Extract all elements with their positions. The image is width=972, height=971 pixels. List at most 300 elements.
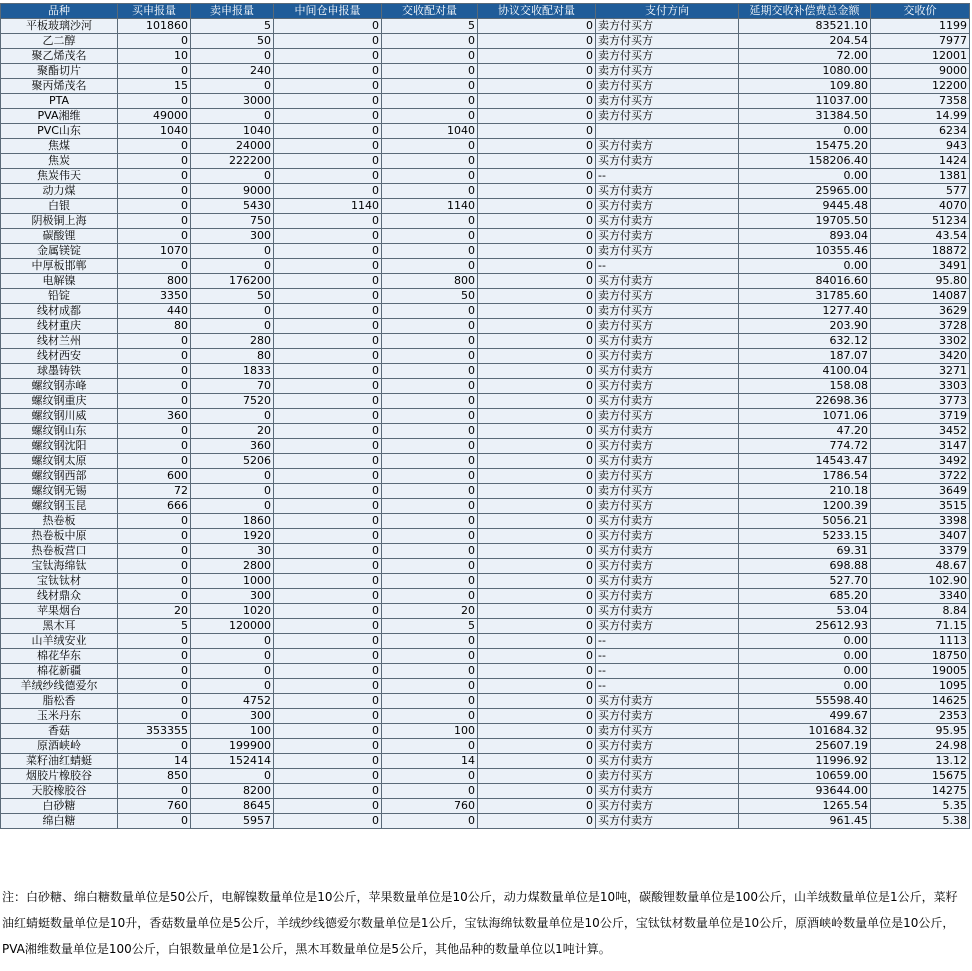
cell-warehouse-qty: 0 xyxy=(274,259,382,274)
cell-agreement-qty: 0 xyxy=(478,394,596,409)
cell-compensation: 72.00 xyxy=(739,49,871,64)
cell-agreement-qty: 0 xyxy=(478,364,596,379)
cell-pay-direction: 买方付卖方 xyxy=(596,514,739,529)
cell-buy-qty: 0 xyxy=(118,514,191,529)
cell-compensation: 84016.60 xyxy=(739,274,871,289)
cell-settle-price: 95.95 xyxy=(871,724,970,739)
cell-buy-qty: 0 xyxy=(118,664,191,679)
cell-sell-qty: 750 xyxy=(191,214,274,229)
cell-settle-price: 3515 xyxy=(871,499,970,514)
cell-warehouse-qty: 0 xyxy=(274,529,382,544)
cell-matched-qty: 0 xyxy=(382,784,478,799)
cell-warehouse-qty: 0 xyxy=(274,19,382,34)
cell-sell-qty: 5430 xyxy=(191,199,274,214)
table-row xyxy=(1,64,970,79)
cell-variety: 金属镁锭 xyxy=(1,244,118,259)
header-compensation: 延期交收补偿费总金额 xyxy=(739,4,871,19)
table-row xyxy=(1,319,970,334)
cell-variety: 原酒峡岭 xyxy=(1,739,118,754)
cell-pay-direction: 买方付卖方 xyxy=(596,274,739,289)
cell-pay-direction: 卖方付买方 xyxy=(596,484,739,499)
table-row xyxy=(1,274,970,289)
cell-variety: 棉花新疆 xyxy=(1,664,118,679)
cell-sell-qty: 360 xyxy=(191,439,274,454)
cell-buy-qty: 20 xyxy=(118,604,191,619)
cell-variety: 宝钛钛材 xyxy=(1,574,118,589)
cell-variety: 烟胶片橡胶谷 xyxy=(1,769,118,784)
cell-matched-qty: 0 xyxy=(382,319,478,334)
cell-buy-qty: 0 xyxy=(118,334,191,349)
cell-variety: 热卷板营口 xyxy=(1,544,118,559)
cell-compensation: 14543.47 xyxy=(739,454,871,469)
cell-variety: 白砂糖 xyxy=(1,799,118,814)
header-matched-qty: 交收配对量 xyxy=(382,4,478,19)
cell-pay-direction: 买方付卖方 xyxy=(596,559,739,574)
cell-buy-qty: 353355 xyxy=(118,724,191,739)
cell-settle-price: 24.98 xyxy=(871,739,970,754)
cell-settle-price: 95.80 xyxy=(871,274,970,289)
cell-settle-price: 1113 xyxy=(871,634,970,649)
cell-sell-qty: 24000 xyxy=(191,139,274,154)
cell-compensation: 25612.93 xyxy=(739,619,871,634)
table-body xyxy=(1,19,970,829)
cell-agreement-qty: 0 xyxy=(478,214,596,229)
cell-buy-qty: 0 xyxy=(118,709,191,724)
cell-buy-qty: 760 xyxy=(118,799,191,814)
cell-variety: PVA湘维 xyxy=(1,109,118,124)
cell-compensation: 69.31 xyxy=(739,544,871,559)
cell-matched-qty: 800 xyxy=(382,274,478,289)
cell-variety: 螺纹钢重庆 xyxy=(1,394,118,409)
cell-compensation: 1200.39 xyxy=(739,499,871,514)
cell-variety: 焦煤 xyxy=(1,139,118,154)
cell-sell-qty: 5 xyxy=(191,19,274,34)
cell-settle-price: 43.54 xyxy=(871,229,970,244)
cell-agreement-qty: 0 xyxy=(478,514,596,529)
cell-agreement-qty: 0 xyxy=(478,349,596,364)
table-row xyxy=(1,244,970,259)
cell-warehouse-qty: 0 xyxy=(274,544,382,559)
cell-compensation: 10659.00 xyxy=(739,769,871,784)
cell-matched-qty: 0 xyxy=(382,64,478,79)
cell-matched-qty: 0 xyxy=(382,529,478,544)
cell-warehouse-qty: 0 xyxy=(274,34,382,49)
cell-settle-price: 51234 xyxy=(871,214,970,229)
cell-pay-direction: 买方付卖方 xyxy=(596,694,739,709)
cell-agreement-qty: 0 xyxy=(478,229,596,244)
cell-matched-qty: 0 xyxy=(382,679,478,694)
cell-pay-direction: 买方付卖方 xyxy=(596,184,739,199)
cell-sell-qty: 0 xyxy=(191,469,274,484)
table-row xyxy=(1,394,970,409)
cell-compensation: 11996.92 xyxy=(739,754,871,769)
cell-agreement-qty: 0 xyxy=(478,739,596,754)
cell-warehouse-qty: 0 xyxy=(274,289,382,304)
cell-buy-qty: 14 xyxy=(118,754,191,769)
cell-compensation: 0.00 xyxy=(739,124,871,139)
cell-matched-qty: 0 xyxy=(382,649,478,664)
cell-matched-qty: 0 xyxy=(382,544,478,559)
cell-warehouse-qty: 0 xyxy=(274,109,382,124)
cell-pay-direction: 卖方付买方 xyxy=(596,34,739,49)
cell-buy-qty: 666 xyxy=(118,499,191,514)
cell-warehouse-qty: 0 xyxy=(274,349,382,364)
cell-warehouse-qty: 0 xyxy=(274,799,382,814)
table-row xyxy=(1,514,970,529)
cell-matched-qty: 0 xyxy=(382,739,478,754)
cell-buy-qty: 1070 xyxy=(118,244,191,259)
cell-warehouse-qty: 0 xyxy=(274,394,382,409)
cell-settle-price: 3407 xyxy=(871,529,970,544)
cell-variety: 菜籽油红蜻蜓 xyxy=(1,754,118,769)
cell-buy-qty: 0 xyxy=(118,694,191,709)
cell-compensation: 47.20 xyxy=(739,424,871,439)
cell-variety: 阴极铜上海 xyxy=(1,214,118,229)
cell-pay-direction: 买方付卖方 xyxy=(596,379,739,394)
table-row xyxy=(1,349,970,364)
table-row xyxy=(1,229,970,244)
cell-compensation: 15475.20 xyxy=(739,139,871,154)
cell-warehouse-qty: 0 xyxy=(274,139,382,154)
cell-agreement-qty: 0 xyxy=(478,499,596,514)
cell-agreement-qty: 0 xyxy=(478,544,596,559)
cell-buy-qty: 0 xyxy=(118,424,191,439)
cell-sell-qty: 5206 xyxy=(191,454,274,469)
cell-warehouse-qty: 0 xyxy=(274,559,382,574)
cell-agreement-qty: 0 xyxy=(478,49,596,64)
cell-warehouse-qty: 0 xyxy=(274,244,382,259)
cell-compensation: 0.00 xyxy=(739,649,871,664)
cell-pay-direction: 买方付卖方 xyxy=(596,229,739,244)
cell-variety: 碳酸锂 xyxy=(1,229,118,244)
cell-matched-qty: 0 xyxy=(382,154,478,169)
cell-compensation: 109.80 xyxy=(739,79,871,94)
cell-buy-qty: 80 xyxy=(118,319,191,334)
cell-buy-qty: 0 xyxy=(118,559,191,574)
cell-compensation: 1071.06 xyxy=(739,409,871,424)
cell-pay-direction: 买方付卖方 xyxy=(596,799,739,814)
cell-settle-price: 5.38 xyxy=(871,814,970,829)
cell-variety: 绵白糖 xyxy=(1,814,118,829)
cell-matched-qty: 0 xyxy=(382,469,478,484)
cell-agreement-qty: 0 xyxy=(478,814,596,829)
cell-settle-price: 102.90 xyxy=(871,574,970,589)
cell-matched-qty: 0 xyxy=(382,379,478,394)
cell-warehouse-qty: 0 xyxy=(274,814,382,829)
cell-warehouse-qty: 0 xyxy=(274,304,382,319)
cell-matched-qty: 760 xyxy=(382,799,478,814)
table-row xyxy=(1,454,970,469)
table-row xyxy=(1,559,970,574)
cell-sell-qty: 0 xyxy=(191,769,274,784)
cell-pay-direction: 买方付卖方 xyxy=(596,589,739,604)
cell-matched-qty: 0 xyxy=(382,514,478,529)
cell-buy-qty: 0 xyxy=(118,739,191,754)
table-row xyxy=(1,334,970,349)
cell-sell-qty: 20 xyxy=(191,424,274,439)
cell-sell-qty: 0 xyxy=(191,634,274,649)
cell-compensation: 204.54 xyxy=(739,34,871,49)
cell-agreement-qty: 0 xyxy=(478,724,596,739)
cell-warehouse-qty: 0 xyxy=(274,184,382,199)
cell-agreement-qty: 0 xyxy=(478,799,596,814)
cell-buy-qty: 3350 xyxy=(118,289,191,304)
cell-agreement-qty: 0 xyxy=(478,124,596,139)
cell-agreement-qty: 0 xyxy=(478,484,596,499)
cell-pay-direction: 买方付卖方 xyxy=(596,529,739,544)
cell-settle-price: 7358 xyxy=(871,94,970,109)
cell-matched-qty: 0 xyxy=(382,214,478,229)
cell-compensation: 1277.40 xyxy=(739,304,871,319)
cell-buy-qty: 0 xyxy=(118,589,191,604)
cell-compensation: 22698.36 xyxy=(739,394,871,409)
cell-sell-qty: 9000 xyxy=(191,184,274,199)
cell-agreement-qty: 0 xyxy=(478,274,596,289)
table-row xyxy=(1,664,970,679)
cell-matched-qty: 0 xyxy=(382,169,478,184)
cell-settle-price: 3379 xyxy=(871,544,970,559)
cell-compensation: 499.67 xyxy=(739,709,871,724)
cell-agreement-qty: 0 xyxy=(478,529,596,544)
cell-settle-price: 3452 xyxy=(871,424,970,439)
cell-warehouse-qty: 0 xyxy=(274,64,382,79)
cell-buy-qty: 0 xyxy=(118,364,191,379)
cell-sell-qty: 3000 xyxy=(191,94,274,109)
cell-matched-qty: 5 xyxy=(382,19,478,34)
cell-agreement-qty: 0 xyxy=(478,94,596,109)
table-row xyxy=(1,484,970,499)
cell-compensation: 9445.48 xyxy=(739,199,871,214)
cell-settle-price: 7977 xyxy=(871,34,970,49)
cell-warehouse-qty: 0 xyxy=(274,229,382,244)
cell-sell-qty: 2800 xyxy=(191,559,274,574)
cell-agreement-qty: 0 xyxy=(478,559,596,574)
cell-sell-qty: 0 xyxy=(191,109,274,124)
cell-warehouse-qty: 0 xyxy=(274,784,382,799)
cell-sell-qty: 0 xyxy=(191,304,274,319)
cell-settle-price: 14087 xyxy=(871,289,970,304)
table-row xyxy=(1,694,970,709)
cell-pay-direction: 卖方付买方 xyxy=(596,94,739,109)
cell-buy-qty: 0 xyxy=(118,529,191,544)
cell-matched-qty: 0 xyxy=(382,259,478,274)
cell-settle-price: 3147 xyxy=(871,439,970,454)
cell-buy-qty: 0 xyxy=(118,574,191,589)
cell-warehouse-qty: 0 xyxy=(274,574,382,589)
cell-agreement-qty: 0 xyxy=(478,304,596,319)
cell-matched-qty: 0 xyxy=(382,769,478,784)
cell-agreement-qty: 0 xyxy=(478,574,596,589)
cell-settle-price: 12001 xyxy=(871,49,970,64)
cell-matched-qty: 1040 xyxy=(382,124,478,139)
cell-sell-qty: 0 xyxy=(191,319,274,334)
cell-agreement-qty: 0 xyxy=(478,109,596,124)
cell-variety: 线材鼎众 xyxy=(1,589,118,604)
cell-sell-qty: 0 xyxy=(191,49,274,64)
cell-buy-qty: 800 xyxy=(118,274,191,289)
cell-agreement-qty: 0 xyxy=(478,634,596,649)
cell-pay-direction: 卖方付买方 xyxy=(596,724,739,739)
cell-pay-direction: 买方付卖方 xyxy=(596,709,739,724)
cell-agreement-qty: 0 xyxy=(478,184,596,199)
table-row xyxy=(1,289,970,304)
cell-settle-price: 18872 xyxy=(871,244,970,259)
cell-sell-qty: 0 xyxy=(191,679,274,694)
cell-settle-price: 12200 xyxy=(871,79,970,94)
cell-variety: 脂松香 xyxy=(1,694,118,709)
cell-agreement-qty: 0 xyxy=(478,649,596,664)
cell-settle-price: 1095 xyxy=(871,679,970,694)
cell-agreement-qty: 0 xyxy=(478,199,596,214)
cell-compensation: 0.00 xyxy=(739,664,871,679)
table-row xyxy=(1,364,970,379)
table-row xyxy=(1,379,970,394)
cell-matched-qty: 0 xyxy=(382,424,478,439)
cell-agreement-qty: 0 xyxy=(478,439,596,454)
cell-sell-qty: 100 xyxy=(191,724,274,739)
cell-buy-qty: 850 xyxy=(118,769,191,784)
cell-variety: 山羊绒安业 xyxy=(1,634,118,649)
cell-warehouse-qty: 0 xyxy=(274,739,382,754)
cell-warehouse-qty: 0 xyxy=(274,49,382,64)
cell-matched-qty: 100 xyxy=(382,724,478,739)
cell-compensation: 203.90 xyxy=(739,319,871,334)
cell-warehouse-qty: 0 xyxy=(274,94,382,109)
cell-matched-qty: 0 xyxy=(382,94,478,109)
cell-settle-price: 3398 xyxy=(871,514,970,529)
cell-settle-price: 3340 xyxy=(871,589,970,604)
cell-compensation: 158.08 xyxy=(739,379,871,394)
cell-buy-qty: 101860 xyxy=(118,19,191,34)
cell-buy-qty: 49000 xyxy=(118,109,191,124)
cell-variety: 天胶橡胶谷 xyxy=(1,784,118,799)
cell-matched-qty: 1140 xyxy=(382,199,478,214)
cell-buy-qty: 360 xyxy=(118,409,191,424)
cell-matched-qty: 0 xyxy=(382,694,478,709)
table-row xyxy=(1,544,970,559)
cell-matched-qty: 0 xyxy=(382,709,478,724)
cell-matched-qty: 50 xyxy=(382,289,478,304)
cell-sell-qty: 8645 xyxy=(191,799,274,814)
cell-sell-qty: 1860 xyxy=(191,514,274,529)
cell-warehouse-qty: 0 xyxy=(274,424,382,439)
cell-sell-qty: 70 xyxy=(191,379,274,394)
cell-variety: 焦炭 xyxy=(1,154,118,169)
cell-warehouse-qty: 0 xyxy=(274,604,382,619)
cell-buy-qty: 0 xyxy=(118,649,191,664)
cell-matched-qty: 0 xyxy=(382,574,478,589)
cell-pay-direction: 买方付卖方 xyxy=(596,814,739,829)
table-row xyxy=(1,799,970,814)
table-row xyxy=(1,784,970,799)
cell-pay-direction: 卖方付买方 xyxy=(596,79,739,94)
cell-settle-price: 1199 xyxy=(871,19,970,34)
cell-agreement-qty: 0 xyxy=(478,19,596,34)
table-row xyxy=(1,49,970,64)
cell-agreement-qty: 0 xyxy=(478,694,596,709)
cell-sell-qty: 0 xyxy=(191,169,274,184)
cell-matched-qty: 0 xyxy=(382,184,478,199)
cell-agreement-qty: 0 xyxy=(478,259,596,274)
cell-agreement-qty: 0 xyxy=(478,139,596,154)
table-row xyxy=(1,259,970,274)
cell-sell-qty: 30 xyxy=(191,544,274,559)
cell-warehouse-qty: 0 xyxy=(274,619,382,634)
cell-variety: 螺纹钢沈阳 xyxy=(1,439,118,454)
cell-warehouse-qty: 0 xyxy=(274,154,382,169)
cell-agreement-qty: 0 xyxy=(478,64,596,79)
cell-settle-price: 3491 xyxy=(871,259,970,274)
cell-sell-qty: 0 xyxy=(191,664,274,679)
cell-variety: 焦炭伟天 xyxy=(1,169,118,184)
cell-sell-qty: 222200 xyxy=(191,154,274,169)
header-variety: 品种 xyxy=(1,4,118,19)
cell-agreement-qty: 0 xyxy=(478,679,596,694)
table-row xyxy=(1,19,970,34)
cell-warehouse-qty: 0 xyxy=(274,769,382,784)
cell-agreement-qty: 0 xyxy=(478,379,596,394)
table-row xyxy=(1,814,970,829)
table-row xyxy=(1,754,970,769)
cell-variety: 香菇 xyxy=(1,724,118,739)
table-row xyxy=(1,739,970,754)
cell-variety: 螺纹钢西部 xyxy=(1,469,118,484)
cell-variety: PTA xyxy=(1,94,118,109)
cell-compensation: 93644.00 xyxy=(739,784,871,799)
cell-variety: 螺纹钢山东 xyxy=(1,424,118,439)
cell-pay-direction: 买方付卖方 xyxy=(596,619,739,634)
table-row xyxy=(1,439,970,454)
cell-pay-direction: 卖方付买方 xyxy=(596,289,739,304)
cell-compensation: 1265.54 xyxy=(739,799,871,814)
cell-variety: 苹果烟台 xyxy=(1,604,118,619)
cell-variety: 宝钛海绵钛 xyxy=(1,559,118,574)
cell-warehouse-qty: 0 xyxy=(274,124,382,139)
cell-settle-price: 1381 xyxy=(871,169,970,184)
cell-compensation: 1080.00 xyxy=(739,64,871,79)
cell-pay-direction: 买方付卖方 xyxy=(596,334,739,349)
cell-compensation: 698.88 xyxy=(739,559,871,574)
cell-buy-qty: 1040 xyxy=(118,124,191,139)
cell-pay-direction: 买方付卖方 xyxy=(596,214,739,229)
cell-agreement-qty: 0 xyxy=(478,754,596,769)
cell-compensation: 53.04 xyxy=(739,604,871,619)
cell-warehouse-qty: 0 xyxy=(274,79,382,94)
cell-agreement-qty: 0 xyxy=(478,784,596,799)
cell-settle-price: 3728 xyxy=(871,319,970,334)
cell-matched-qty: 0 xyxy=(382,364,478,379)
cell-variety: 平板玻璃沙河 xyxy=(1,19,118,34)
table-row xyxy=(1,619,970,634)
cell-agreement-qty: 0 xyxy=(478,244,596,259)
cell-pay-direction: 买方付卖方 xyxy=(596,139,739,154)
cell-settle-price: 3773 xyxy=(871,394,970,409)
cell-compensation: 158206.40 xyxy=(739,154,871,169)
cell-agreement-qty: 0 xyxy=(478,169,596,184)
cell-matched-qty: 0 xyxy=(382,349,478,364)
cell-settle-price: 8.84 xyxy=(871,604,970,619)
cell-variety: 螺纹钢无锡 xyxy=(1,484,118,499)
cell-variety: 螺纹钢赤峰 xyxy=(1,379,118,394)
cell-sell-qty: 0 xyxy=(191,79,274,94)
cell-warehouse-qty: 0 xyxy=(274,274,382,289)
cell-compensation: 83521.10 xyxy=(739,19,871,34)
footnote: 注：白砂糖、绵白糖数量单位是50公斤，电解镍数量单位是10公斤，苹果数量单位是10公斤，动力煤数量单位是10吨，碳酸锂数量单位是100公斤，山羊绒数量单位是1公斤，菜籽油红蜻蜓数量单位是10升，香菇数量单位是5公斤，羊绒纱线德爱尔数量单位是1公斤，宝钛海绵钛数量单位是10公斤，宝钛钛材数量单位是10公斤，原酒峡岭数量单位是10公斤，PVA湘维数量单位是100公斤，白银数量单位是1公斤，黑木耳数量单位是5公斤，其他品种的数量单位以1吨计算。 xyxy=(2,890,958,956)
cell-agreement-qty: 0 xyxy=(478,709,596,724)
table-row xyxy=(1,199,970,214)
cell-pay-direction: 买方付卖方 xyxy=(596,439,739,454)
cell-variety: 乙二醇 xyxy=(1,34,118,49)
